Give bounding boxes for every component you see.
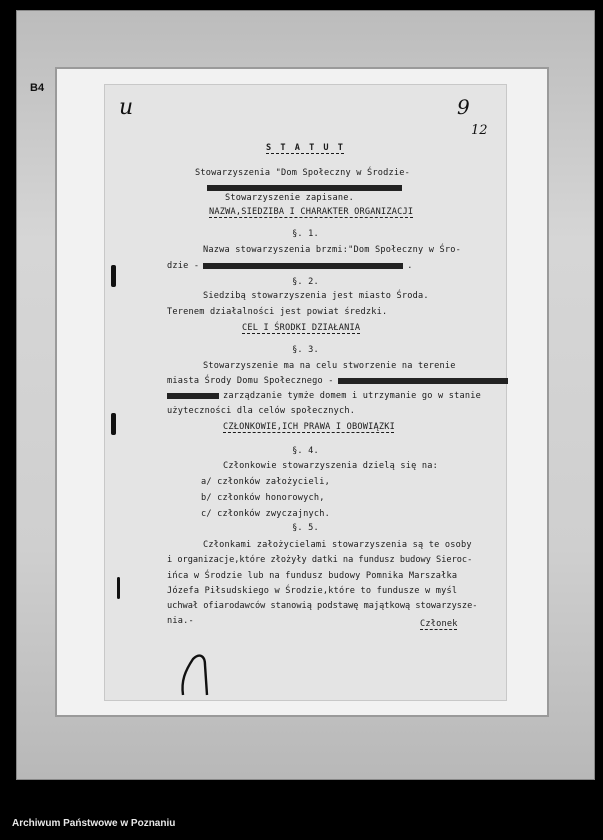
handwritten-mark-left: u bbox=[119, 95, 134, 120]
frame-label: B4 bbox=[30, 82, 45, 94]
doc-line: Stowarzyszenie zapisane. bbox=[225, 193, 354, 203]
paragraph-number: §. 2. bbox=[292, 277, 319, 287]
doc-line: uchwał ofiarodawców stanowią podstawę majątkową stowarzysze- bbox=[167, 601, 478, 611]
doc-line: dzie - . bbox=[167, 261, 413, 271]
paragraph-number: §. 1. bbox=[292, 229, 319, 239]
handwritten-folio-sub: 12 bbox=[471, 123, 488, 138]
list-item: b/ członków honorowych, bbox=[201, 493, 325, 503]
doc-line: użyteczności dla celów społecznych. bbox=[167, 406, 356, 416]
doc-line: Członkami założycielami stowarzyszenia są te osoby bbox=[203, 540, 472, 550]
list-item: c/ członków zwyczajnych. bbox=[201, 509, 330, 519]
section-heading: CEL I ŚRODKI DZIAŁANIA bbox=[242, 323, 361, 333]
doc-line: Nazwa stowarzyszenia brzmi:"Dom Społeczny w Śro- bbox=[203, 245, 461, 255]
doc-line: ińca w Środzie lub na fundusz budowy Pomnika Marszałka bbox=[167, 571, 458, 581]
clip-icon bbox=[175, 651, 215, 697]
catchword: Członek bbox=[420, 619, 458, 629]
punch-hole-mark bbox=[111, 413, 116, 435]
archive-credit: Archiwum Państwowe w Poznaniu bbox=[12, 818, 176, 829]
doc-line-text: dzie - bbox=[167, 261, 200, 271]
redaction-strike bbox=[167, 393, 219, 399]
doc-line bbox=[167, 391, 481, 401]
paragraph-number: §. 4. bbox=[292, 446, 319, 456]
document-title: S T A T U T bbox=[266, 143, 345, 153]
paragraph-number: §. 3. bbox=[292, 345, 319, 355]
list-item: a/ członków założycieli, bbox=[201, 477, 330, 487]
punch-hole-mark bbox=[111, 265, 116, 287]
section-heading: NAZWA,SIEDZIBA I CHARAKTER ORGANIZACJI bbox=[209, 207, 414, 217]
handwritten-folio-number: 9 bbox=[457, 95, 470, 119]
doc-line: Stowarzyszenie ma na celu stworzenie na terenie bbox=[203, 361, 456, 371]
doc-line: Terenem działalności jest powiat średzki. bbox=[167, 307, 388, 317]
doc-line-text: zarządzanie tymże domem i utrzymanie go w stanie bbox=[223, 391, 481, 401]
document-page bbox=[104, 84, 507, 701]
section-heading: CZŁONKOWIE,ICH PRAWA I OBOWIĄZKI bbox=[223, 422, 395, 432]
struck-line bbox=[203, 183, 406, 193]
doc-line-text: miasta Środy Domu Społecznego - bbox=[167, 376, 334, 386]
doc-line: Stowarzyszenia "Dom Społeczny w Środzie- bbox=[195, 168, 410, 178]
redaction-strike bbox=[207, 185, 402, 191]
paragraph-number: §. 5. bbox=[292, 523, 319, 533]
doc-line: Członkowie stowarzyszenia dzielą się na: bbox=[223, 461, 438, 471]
redaction-strike bbox=[338, 378, 508, 384]
doc-line: Józefa Piłsudskiego w Środzie,które to fundusze w myśl bbox=[167, 586, 458, 596]
doc-line: nia.- bbox=[167, 616, 194, 626]
doc-line: i organizacje,które złożyły datki na fundusz budowy Sieroc- bbox=[167, 555, 473, 565]
doc-line bbox=[167, 376, 512, 386]
doc-line: Siedzibą stowarzyszenia jest miasto Środa. bbox=[203, 291, 429, 301]
punch-hole-mark bbox=[117, 577, 120, 599]
redaction-strike bbox=[203, 263, 403, 269]
